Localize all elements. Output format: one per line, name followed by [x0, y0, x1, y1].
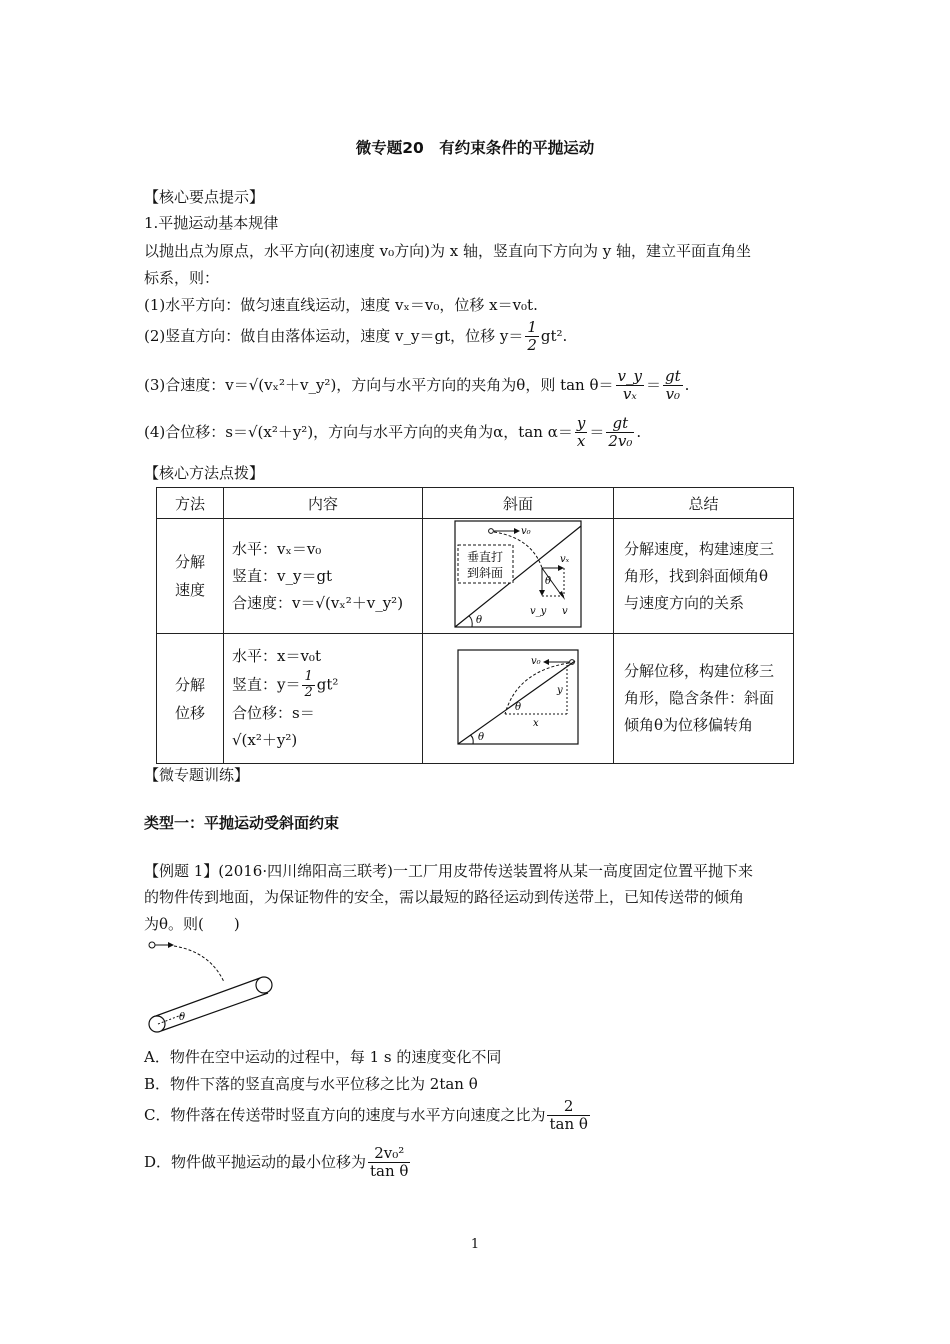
item-4-fraction-2 [606, 415, 634, 451]
label-theta-displacement: θ [515, 701, 522, 713]
type-heading: 类型一：平抛运动受斜面约束 [144, 814, 340, 832]
item-3-tail: . [684, 375, 690, 394]
content-text: gt² [316, 675, 339, 693]
figure-cell [423, 519, 614, 634]
content-line [232, 670, 421, 701]
content-line: 水平：x＝v₀t [232, 646, 321, 665]
label-theta-incline: θ [476, 615, 483, 626]
method-cell [157, 634, 224, 764]
example-line-3: 为θ。则( ) [144, 915, 240, 933]
label-x: x [533, 717, 539, 729]
header-summary: 总结 [614, 488, 794, 519]
label-theta-incline: θ [478, 731, 485, 743]
conveyor-belt-diagram [144, 938, 274, 1038]
core-points-item-3 [144, 368, 689, 404]
header-incline: 斜面 [423, 488, 614, 519]
item-3-fraction-1 [616, 368, 644, 404]
equals-sign: ＝ [589, 422, 605, 441]
item-3-fraction-2 [663, 368, 683, 404]
core-points-intro-2: 标系，则： [144, 269, 220, 287]
option-b: B．物件下落的竖直高度与水平位移之比为 2tan θ [144, 1075, 478, 1093]
summary-cell: 分解位移，构建位移三角形，隐含条件：斜面倾角θ为位移偏转角 [614, 634, 794, 764]
label-theta-velocity: θ [545, 576, 552, 587]
option-d-fraction [368, 1145, 410, 1181]
page-title: 微专题20 有约束条件的平抛运动 [355, 139, 595, 157]
velocity-decomposition-diagram [454, 520, 582, 628]
core-points-item-2 [144, 319, 567, 355]
fraction-numerator: 2 [547, 1098, 589, 1116]
methods-heading: 【核心方法点拨】 [144, 464, 265, 482]
label-vy: v_y [530, 606, 547, 617]
label-vx: vₓ [560, 554, 570, 565]
option-c-text: C．物件落在传送带时竖直方向的速度与水平方向速度之比为 [144, 1105, 546, 1124]
header-method: 方法 [157, 488, 224, 519]
option-c [144, 1098, 592, 1134]
item-4-fraction-1 [575, 415, 587, 451]
content-line: √(x²＋y²) [232, 731, 298, 750]
content-cell [224, 634, 423, 764]
label-perpendicular-2: 到斜面 [466, 566, 504, 580]
content-line: 竖直：v_y＝gt [232, 566, 333, 585]
option-d [144, 1145, 412, 1181]
content-line: 水平：vₓ＝v₀ [232, 539, 322, 558]
label-y: y [557, 684, 563, 696]
item-4-text: (4)合位移：s＝√(x²＋y²)，方向与水平方向的夹角为α，tan α＝ [144, 422, 573, 441]
fraction-denominator: tan θ [549, 1115, 588, 1134]
item-2-tail: gt². [540, 326, 568, 345]
option-c-fraction [547, 1098, 589, 1134]
summary-cell: 分解速度，构建速度三角形，找到斜面倾角θ与速度方向的关系 [614, 519, 794, 634]
fraction-numerator: gt [606, 415, 634, 433]
fraction-numerator: 1 [304, 668, 313, 684]
displacement-decomposition-diagram [457, 649, 579, 745]
table-header-row [157, 488, 794, 519]
core-points-item-1: (1)水平方向：做匀速直线运动，速度 vₓ＝v₀，位移 x＝v₀t. [144, 296, 538, 314]
option-d-text: D．物件做平抛运动的最小位移为 [144, 1152, 367, 1171]
table-row [157, 519, 794, 634]
example-line-2: 的物件传到地面，为保证物件的安全，需以最短的路径运动到传送带上，已知传送带的倾角 [144, 888, 745, 906]
label-v0: v₀ [531, 655, 541, 667]
item-2-text: (2)竖直方向：做自由落体运动，速度 v_y＝gt，位移 y＝ [144, 326, 524, 345]
fraction-denominator: v₀ [665, 385, 681, 404]
content-line: 合位移：s＝ [232, 704, 315, 723]
content-line: 合速度：v＝√(vₓ²＋v_y²) [232, 593, 404, 612]
method-label: 分解 [174, 553, 205, 571]
core-points-item-4 [144, 415, 641, 451]
table-row [157, 634, 794, 764]
label-perpendicular-1: 垂直打 [466, 550, 504, 564]
example-line-1: 【例题 1】(2016·四川绵阳高三联考)一工厂用皮带传送装置将从某一高度固定位置平抛下来 [144, 862, 753, 880]
method-label: 位移 [174, 703, 205, 722]
fraction-numerator: 1 [527, 318, 537, 336]
fraction-denominator: x [576, 432, 586, 451]
label-v0: v₀ [521, 526, 531, 537]
method-label: 分解 [174, 675, 205, 694]
label-theta: θ [179, 1012, 186, 1023]
fraction-denominator: 2 [527, 336, 537, 355]
fraction-numerator: gt [665, 367, 681, 385]
content-fraction [302, 670, 314, 701]
method-label: 速度 [174, 581, 205, 599]
content-text: 竖直：y＝ [232, 675, 301, 693]
option-a: A．物件在空中运动的过程中，每 1 s 的速度变化不同 [144, 1048, 502, 1066]
equals-sign: ＝ [645, 375, 661, 394]
fraction-numerator: 2v₀² [368, 1145, 410, 1163]
fraction-denominator: vₓ [622, 385, 637, 404]
header-content: 内容 [224, 488, 423, 519]
core-points-heading: 【核心要点提示】 [144, 188, 265, 206]
training-heading: 【微专题训练】 [144, 766, 250, 784]
core-points-subheading: 1.平抛运动基本规律 [144, 214, 279, 232]
fraction-numerator: y [576, 414, 586, 432]
content-cell [224, 519, 423, 634]
item-2-fraction [525, 319, 539, 355]
label-v: v [562, 606, 568, 617]
item-4-tail: . [636, 422, 642, 441]
fraction-denominator: tan θ [370, 1162, 409, 1181]
fraction-denominator: 2v₀ [608, 432, 633, 451]
fraction-denominator: 2 [304, 684, 313, 700]
method-cell [157, 519, 224, 634]
core-points-intro-1: 以抛出点为原点，水平方向(初速度 v₀方向)为 x 轴，竖直向下方向为 y 轴，建立平面直角坐 [144, 242, 751, 260]
methods-table [156, 487, 794, 764]
page-number: 1 [470, 1237, 480, 1252]
item-3-text: (3)合速度：v＝√(vₓ²＋v_y²)，方向与水平方向的夹角为θ，则 tan θ＝ [144, 375, 614, 394]
fraction-numerator: v_y [617, 367, 642, 385]
figure-cell [423, 634, 614, 764]
